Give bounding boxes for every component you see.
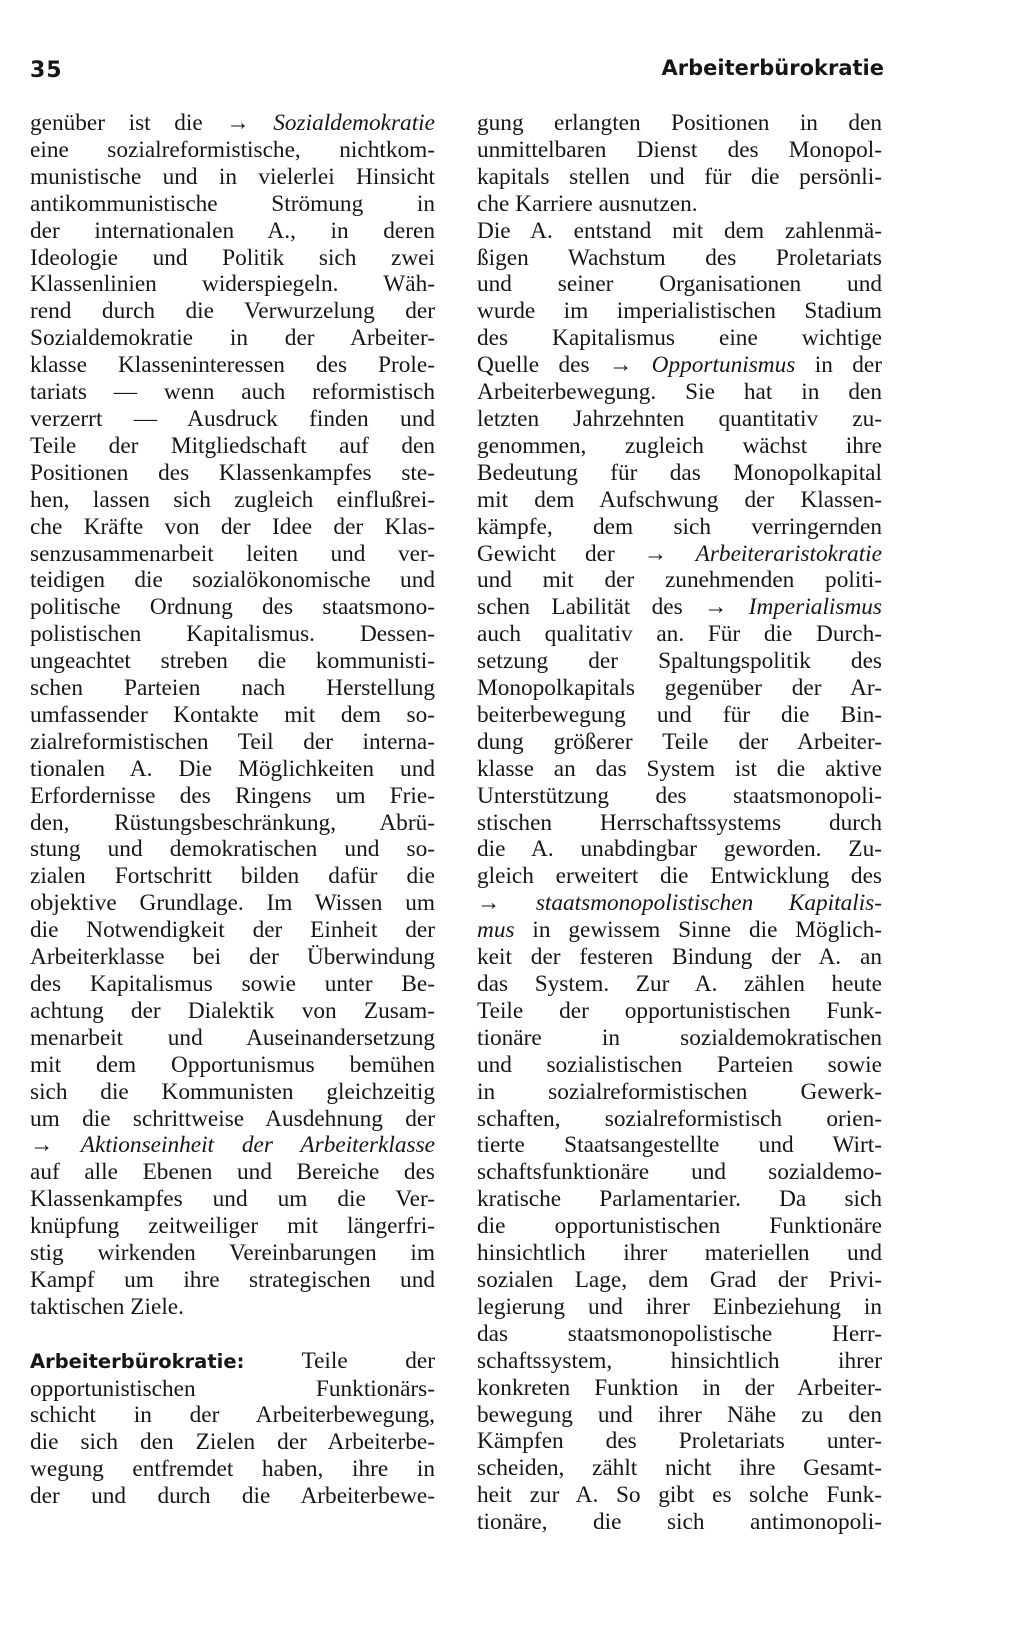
text-run: Klassenkampfes und um die Ver- bbox=[30, 1186, 435, 1213]
cross-reference: → Sozialdemokratie bbox=[226, 110, 435, 136]
text-line bbox=[30, 836, 435, 863]
text-line bbox=[477, 675, 882, 702]
text-line bbox=[30, 810, 435, 837]
text-run: gleich erweitert die Entwicklung des bbox=[477, 863, 882, 890]
text-run: das System. Zur A. zählen heute bbox=[477, 971, 882, 997]
text-line bbox=[477, 1321, 882, 1348]
text-run: letzten Jahrzehnten quantitativ zu- bbox=[477, 405, 882, 432]
text-run: verzerrt — Ausdruck finden und bbox=[30, 405, 435, 432]
text-line bbox=[477, 1186, 882, 1213]
text-line bbox=[477, 1455, 882, 1482]
entry-headword: Arbeiterbürokratie: bbox=[30, 1349, 245, 1373]
running-head: Arbeiterbürokratie bbox=[661, 56, 884, 80]
text-line bbox=[30, 541, 435, 568]
text-run: tierte Staatsangestellte und Wirt- bbox=[477, 1132, 882, 1159]
text-run: ungeachtet streben die kommunisti- bbox=[30, 648, 435, 675]
text-line bbox=[477, 137, 882, 164]
text-run: teidigen die sozialökonomische und bbox=[30, 567, 435, 594]
text-line bbox=[30, 460, 435, 487]
text-run: und seiner Organisationen und bbox=[477, 271, 882, 298]
text-run: sozialen Lage, dem Grad der Privi- bbox=[477, 1266, 882, 1293]
text-line bbox=[477, 1375, 882, 1402]
text-run: Unterstützung des staatsmonopoli- bbox=[477, 782, 882, 809]
text-line bbox=[30, 890, 435, 917]
text-line bbox=[30, 487, 435, 514]
text-run: schaften, sozialreformistisch orien- bbox=[477, 1105, 882, 1132]
text-run: genüber ist die bbox=[30, 110, 227, 136]
text-run: bewegung und ihrer Nähe zu den bbox=[477, 1401, 882, 1428]
text-line bbox=[30, 756, 435, 783]
text-line bbox=[477, 836, 882, 863]
text-run: tionalen A. Die Möglichkeiten und bbox=[30, 755, 435, 782]
text-line bbox=[30, 1240, 435, 1267]
cross-reference: → Arbeiteraristokratie bbox=[643, 540, 882, 567]
text-line bbox=[30, 110, 435, 137]
text-run: auf alle Ebenen und Bereiche des bbox=[30, 1159, 435, 1186]
text-line bbox=[477, 1079, 882, 1106]
text-line bbox=[477, 110, 882, 137]
text-line bbox=[477, 191, 882, 218]
right-column bbox=[477, 110, 882, 1536]
text-run: kapitals stellen und für die persönli- bbox=[477, 163, 882, 190]
text-run: Arbeiterklasse bei der Überwindung bbox=[30, 944, 435, 971]
text-run: Teile der opportunistischen Funk- bbox=[477, 997, 882, 1024]
text-line bbox=[477, 1132, 882, 1159]
text-line bbox=[30, 863, 435, 890]
text-run: kämpfe, dem sich verringernden bbox=[477, 513, 882, 540]
text-line bbox=[477, 1052, 882, 1079]
text-line bbox=[477, 460, 882, 487]
text-line bbox=[477, 863, 882, 890]
text-line bbox=[30, 1025, 435, 1052]
text-line bbox=[30, 298, 435, 325]
text-run: und sozialistischen Parteien sowie bbox=[477, 1051, 882, 1078]
text-run: Kämpfen des Proletariats unter- bbox=[477, 1428, 882, 1455]
text-line bbox=[30, 514, 435, 541]
text-line bbox=[30, 1052, 435, 1079]
text-run: hinsichtlich ihrer materiellen und bbox=[477, 1240, 882, 1267]
text-run: der internationalen A., in deren bbox=[30, 217, 435, 244]
text-run: die opportunistischen Funktionäre bbox=[477, 1213, 882, 1240]
text-line bbox=[477, 810, 882, 837]
cross-reference: → Aktionseinheit der Arbeiterklasse bbox=[30, 1132, 435, 1159]
left-column bbox=[30, 110, 435, 1510]
page-number: 35 bbox=[30, 58, 63, 83]
text-line bbox=[477, 890, 882, 917]
text-run: hen, lassen sich zugleich einflußrei- bbox=[30, 486, 435, 513]
text-run: mit dem Opportunismus bemühen bbox=[30, 1051, 435, 1078]
text-run: opportunistischen Funktionärs- bbox=[30, 1375, 435, 1402]
text-run: Bedeutung für das Monopolkapital bbox=[477, 459, 882, 486]
text-run: Die A. entstand mit dem zahlenmä- bbox=[477, 217, 882, 244]
text-run: stig wirkenden Vereinbarungen im bbox=[30, 1240, 435, 1267]
text-line bbox=[477, 1294, 882, 1321]
text-line bbox=[477, 352, 882, 379]
text-line bbox=[477, 621, 882, 648]
text-run: sich die Kommunisten gleichzeitig bbox=[30, 1078, 435, 1105]
text-run: stischen Herrschaftssystems durch bbox=[477, 809, 882, 836]
text-run: Monopolkapitals gegenüber der Ar- bbox=[477, 675, 882, 702]
text-line bbox=[30, 164, 435, 191]
text-run: rend durch die Verwurzelung der bbox=[30, 298, 435, 325]
text-line bbox=[30, 379, 435, 406]
text-line bbox=[30, 917, 435, 944]
text-line bbox=[30, 998, 435, 1025]
text-line bbox=[477, 998, 882, 1025]
text-run: keit der festeren Bindung der A. an bbox=[477, 944, 882, 971]
text-line bbox=[30, 1186, 435, 1213]
text-run: die sich den Zielen der Arbeiterbe- bbox=[30, 1429, 435, 1456]
text-line bbox=[477, 514, 882, 541]
text-run: menarbeit und Auseinandersetzung bbox=[30, 1024, 435, 1051]
text-run: zialen Fortschritt bilden dafür die bbox=[30, 863, 435, 890]
text-line bbox=[477, 245, 882, 272]
text-run: schen Labilität des bbox=[477, 594, 705, 621]
text-run: Arbeiterbewegung. Sie hat in den bbox=[477, 379, 882, 406]
text-run: gung erlangten Positionen in den bbox=[477, 110, 882, 136]
text-run: tionäre, die sich antimonopoli- bbox=[477, 1509, 882, 1536]
text-run: auch qualitativ an. Für die Durch- bbox=[477, 621, 882, 648]
text-run: und mit der zunehmenden politi- bbox=[477, 567, 882, 594]
text-line bbox=[477, 756, 882, 783]
text-run: stung und demokratischen und so- bbox=[30, 836, 435, 863]
text-run: antikommunistische Strömung in bbox=[30, 190, 435, 217]
text-run: in gewissem Sinne die Möglich- bbox=[514, 917, 882, 944]
text-run: des Kapitalismus sowie unter Be- bbox=[30, 971, 435, 997]
text-run: che Kräfte von der Idee der Klas- bbox=[30, 513, 435, 540]
text-line bbox=[30, 971, 435, 998]
text-line bbox=[477, 1025, 882, 1052]
text-run: des Kapitalismus eine wichtige bbox=[477, 325, 882, 352]
cross-reference: → Imperialismus bbox=[704, 594, 882, 621]
text-run: eine sozialreformistische, nichtkom- bbox=[30, 136, 435, 163]
text-run: tionäre in sozialdemokratischen bbox=[477, 1024, 882, 1051]
text-run: dung größerer Teile der Arbeiter- bbox=[477, 728, 882, 755]
text-run: klasse an das System ist die aktive bbox=[477, 755, 882, 782]
text-run: legierung und ihrer Einbeziehung in bbox=[477, 1293, 882, 1320]
text-line bbox=[477, 783, 882, 810]
text-run: schaftssystem, hinsichtlich ihrer bbox=[477, 1347, 882, 1374]
text-run: wurde im imperialistischen Stadium bbox=[477, 298, 882, 325]
text-run: genommen, zugleich wächst ihre bbox=[477, 432, 882, 459]
text-run: zialreformistischen Teil der interna- bbox=[30, 728, 435, 755]
text-line bbox=[30, 433, 435, 460]
cross-reference: → staatsmonopolistischen Kapitalis- bbox=[477, 890, 882, 917]
text-line bbox=[30, 1456, 435, 1483]
text-line bbox=[30, 944, 435, 971]
text-run: knüpfung zeitweiliger mit längerfri- bbox=[30, 1213, 435, 1240]
text-run: schen Parteien nach Herstellung bbox=[30, 675, 435, 702]
text-line bbox=[30, 1132, 435, 1159]
text-run: senzusammenarbeit leiten und ver- bbox=[30, 540, 435, 567]
cross-reference: mus bbox=[477, 917, 515, 944]
text-run: achtung der Dialektik von Zusam- bbox=[30, 997, 435, 1024]
text-run: beiterbewegung und für die Bin- bbox=[477, 701, 882, 728]
text-run: Gewicht der bbox=[477, 540, 644, 567]
text-line bbox=[30, 702, 435, 729]
text-line bbox=[477, 648, 882, 675]
text-run: taktischen Ziele. bbox=[30, 1293, 184, 1320]
text-line bbox=[30, 1294, 435, 1321]
text-run: kratische Parlamentarier. Da sich bbox=[477, 1186, 882, 1213]
text-line bbox=[30, 191, 435, 218]
text-line bbox=[477, 1482, 882, 1509]
text-line bbox=[477, 1240, 882, 1267]
text-run: objektive Grundlage. Im Wissen um bbox=[30, 890, 435, 917]
text-line bbox=[30, 621, 435, 648]
text-run: politische Ordnung des staatsmono- bbox=[30, 594, 435, 621]
text-run: Teile der bbox=[244, 1347, 435, 1374]
text-run: um die schrittweise Ausdehnung der bbox=[30, 1105, 435, 1132]
text-run: Teile der Mitgliedschaft auf den bbox=[30, 432, 435, 459]
text-line bbox=[477, 1402, 882, 1429]
text-line bbox=[477, 1509, 882, 1536]
text-run: scheiden, zählt nicht ihre Gesamt- bbox=[477, 1455, 882, 1482]
text-line bbox=[30, 1483, 435, 1510]
text-line bbox=[477, 917, 882, 944]
text-run: Quelle des bbox=[477, 352, 609, 379]
text-line bbox=[477, 541, 882, 568]
text-run: heit zur A. So gibt es solche Funk- bbox=[477, 1482, 882, 1509]
text-line bbox=[30, 245, 435, 272]
text-line bbox=[477, 729, 882, 756]
text-run: unmittelbaren Dienst des Monopol- bbox=[477, 136, 882, 163]
text-line bbox=[30, 218, 435, 245]
text-line bbox=[477, 1348, 882, 1375]
text-run: Kampf um ihre strategischen und bbox=[30, 1266, 435, 1293]
text-run: die Notwendigkeit der Einheit der bbox=[30, 917, 435, 944]
text-run: in sozialreformistischen Gewerk- bbox=[477, 1078, 882, 1105]
text-line bbox=[477, 1106, 882, 1133]
text-run: konkreten Funktion in der Arbeiter- bbox=[477, 1374, 882, 1401]
text-line bbox=[477, 298, 882, 325]
text-run: in der bbox=[795, 352, 882, 379]
text-run: Sozialdemokratie in der Arbeiter- bbox=[30, 325, 435, 352]
text-line bbox=[477, 594, 882, 621]
text-line bbox=[477, 271, 882, 298]
text-run: Erfordernisse des Ringens um Frie- bbox=[30, 782, 435, 809]
text-run: der und durch die Arbeiterbewe- bbox=[30, 1483, 435, 1510]
text-line bbox=[30, 325, 435, 352]
text-line bbox=[477, 944, 882, 971]
text-line bbox=[477, 1428, 882, 1455]
text-line bbox=[477, 487, 882, 514]
text-line bbox=[477, 433, 882, 460]
text-line bbox=[30, 406, 435, 433]
text-run: wegung entfremdet haben, ihre in bbox=[30, 1456, 435, 1483]
text-line bbox=[30, 729, 435, 756]
text-line bbox=[30, 1402, 435, 1429]
text-run: che Karriere ausnutzen. bbox=[477, 190, 698, 217]
text-line bbox=[30, 783, 435, 810]
text-run: die A. unabdingbar geworden. Zu- bbox=[477, 836, 882, 863]
text-run: das staatsmonopolistische Herr- bbox=[477, 1320, 882, 1347]
text-run: Klassenlinien widerspiegeln. Wäh- bbox=[30, 271, 435, 298]
text-run: den, Rüstungsbeschränkung, Abrü- bbox=[30, 809, 435, 836]
text-line bbox=[30, 1079, 435, 1106]
text-run: Ideologie und Politik sich zwei bbox=[30, 244, 435, 271]
text-line bbox=[30, 1267, 435, 1294]
text-line bbox=[477, 1267, 882, 1294]
text-line bbox=[30, 1376, 435, 1403]
paragraph-gap bbox=[30, 1321, 435, 1348]
text-line bbox=[477, 971, 882, 998]
text-run: setzung der Spaltungspolitik des bbox=[477, 648, 882, 675]
text-line bbox=[477, 164, 882, 191]
text-line bbox=[30, 352, 435, 379]
text-run: umfassender Kontakte mit dem so- bbox=[30, 701, 435, 728]
text-line bbox=[30, 1429, 435, 1456]
text-line bbox=[30, 675, 435, 702]
text-line bbox=[477, 379, 882, 406]
text-run: schicht in der Arbeiterbewegung, bbox=[30, 1402, 435, 1429]
text-run: Positionen des Klassenkampfes ste- bbox=[30, 459, 435, 486]
text-run: tariats — wenn auch reformistisch bbox=[30, 379, 435, 406]
text-run: klasse Klasseninteressen des Prole- bbox=[30, 352, 435, 379]
text-line bbox=[477, 702, 882, 729]
text-run: mit dem Aufschwung der Klassen- bbox=[477, 486, 882, 513]
text-line bbox=[477, 325, 882, 352]
text-run: munistische und in vielerlei Hinsicht bbox=[30, 163, 435, 190]
text-line bbox=[477, 406, 882, 433]
text-line bbox=[477, 1159, 882, 1186]
text-line bbox=[30, 648, 435, 675]
text-line bbox=[30, 1106, 435, 1133]
text-line bbox=[30, 1159, 435, 1186]
cross-reference: → Opportunismus bbox=[608, 352, 796, 379]
text-run: ßigen Wachstum des Proletariats bbox=[477, 244, 882, 271]
text-line bbox=[30, 567, 435, 594]
text-line bbox=[30, 1348, 435, 1376]
text-line bbox=[477, 1213, 882, 1240]
text-line bbox=[30, 1213, 435, 1240]
text-line bbox=[30, 271, 435, 298]
text-line bbox=[477, 218, 882, 245]
text-run: schaftsfunktionäre und sozialdemo- bbox=[477, 1159, 882, 1186]
text-line bbox=[30, 594, 435, 621]
text-line bbox=[477, 567, 882, 594]
text-run: polistischen Kapitalismus. Dessen- bbox=[30, 621, 435, 648]
text-line bbox=[30, 137, 435, 164]
